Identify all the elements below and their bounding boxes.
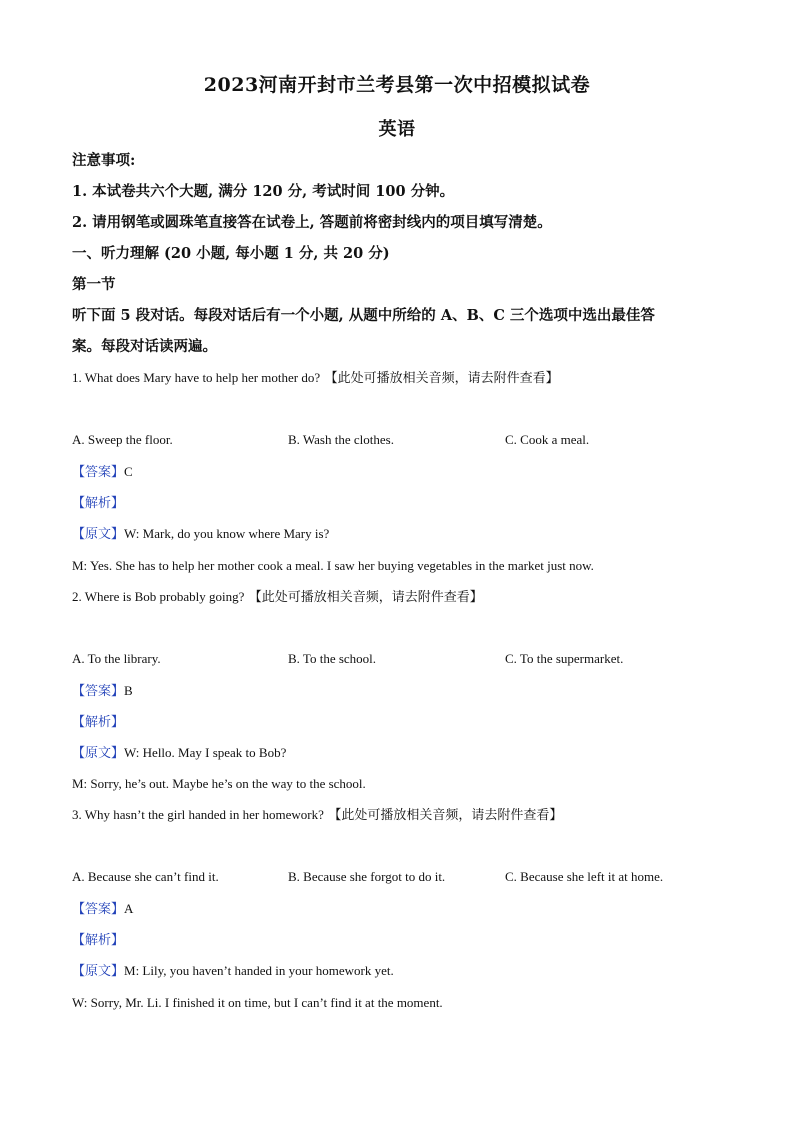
analysis-row [72,713,722,732]
option-b: B. To the school. [288,651,377,666]
analysis-label: 【解析】 [72,933,125,948]
option-a: A. To the library. [72,651,161,666]
instruction-line-2: 案。每段对话读两遍。 [72,338,217,355]
transcript-row-1 [72,525,722,544]
question-2 [72,588,722,607]
transcript-text: W: Hello. May I speak to Bob? [124,745,287,760]
audio-note: 【此处可播放相关音频，请去附件查看】 [324,371,559,386]
option-c: C. Because she left it at home. [505,869,664,884]
analysis-row [72,494,722,513]
transcript-label: 【原文】 [72,746,125,761]
transcript-text: M: Lily, you haven’t handed in your homework yet. [124,963,394,978]
question-stem: 1. What does Mary have to help her mother do? [72,370,321,385]
transcript-row-1 [72,744,722,763]
answer-value: C [124,464,133,479]
transcript-label: 【原文】 [72,964,125,979]
audio-note: 【此处可播放相关音频，请去附件查看】 [328,808,563,823]
section-title: 一、听力理解 (20 小题, 每小题 1 分, 共 20 分) [72,245,390,262]
transcript-row-2: W: Sorry, Mr. Li. I finished it on time, but I can’t find it at the moment. [72,995,443,1010]
analysis-label: 【解析】 [72,496,125,511]
answer-row [72,682,722,701]
transcript-row-2: M: Yes. She has to help her mother cook a meal. I saw her buying vegetables in the market just now. [72,558,594,573]
audio-note: 【此处可播放相关音频，请去附件查看】 [248,590,483,605]
transcript-text: W: Mark, do you know where Mary is? [124,526,330,541]
question-stem: 3. Why hasn’t the girl handed in her homework? [72,807,324,822]
transcript-row-2: M: Sorry, he’s out. Maybe he’s on the way to the school. [72,776,366,791]
answer-label: 【答案】 [72,465,125,480]
analysis-label: 【解析】 [72,715,125,730]
option-a: A. Sweep the floor. [72,432,173,447]
question-3 [72,806,722,825]
notice-item-2: 2. 请用钢笔或圆珠笔直接答在试卷上, 答题前将密封线内的项目填写清楚。 [72,214,552,231]
answer-value: A [124,901,134,916]
option-a: A. Because she can’t find it. [72,869,219,884]
answer-label: 【答案】 [72,684,125,699]
answer-label: 【答案】 [72,902,125,917]
question-1 [72,369,722,388]
option-b: B. Wash the clothes. [288,432,394,447]
option-c: C. To the supermarket. [505,651,624,666]
notice-item-1: 1. 本试卷共六个大题, 满分 120 分, 考试时间 100 分钟。 [72,183,455,200]
notice-heading: 注意事项: [72,152,136,169]
instruction-line-1: 听下面 5 段对话。每段对话后有一个小题, 从题中所给的 A、B、C 三个选项中选出最佳答 [72,307,655,324]
answer-row [72,463,722,482]
exam-title: 2023河南开封市兰考县第一次中招模拟试卷 [203,74,591,96]
analysis-row [72,931,722,950]
option-b: B. Because she forgot to do it. [288,869,446,884]
transcript-label: 【原文】 [72,527,125,542]
answer-row [72,900,722,919]
option-c: C. Cook a meal. [505,432,590,447]
answer-value: B [124,683,133,698]
transcript-row-1 [72,962,722,981]
subject-title: 英语 [378,119,416,140]
question-stem: 2. Where is Bob probably going? [72,589,245,604]
part-title: 第一节 [72,276,116,293]
